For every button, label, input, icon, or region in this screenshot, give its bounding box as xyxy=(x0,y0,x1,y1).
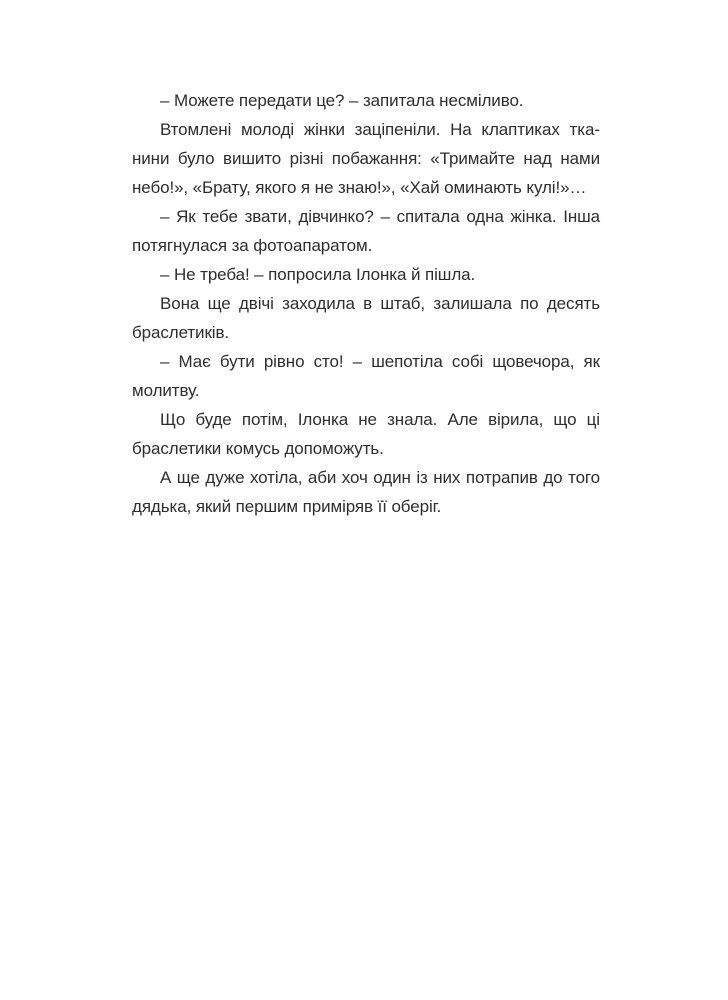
body-text xyxy=(132,86,600,521)
paragraph: Вона ще двічі заходила в штаб, залишала по десять браслетиків. xyxy=(132,294,600,342)
paragraph: Втомлені молоді жінки заціпеніли. На клаптиках тканини було вишито різні побажання: «Тримайте над нами небо!», «Брату, якого я не знаю!», «Хай оминають кулі!»… xyxy=(132,120,600,197)
paragraph: Що буде потім, Ілонка не знала. Але вірила, що ці браслетики комусь допоможуть. xyxy=(132,410,600,458)
paragraph: А ще дуже хотіла, аби хоч один із них потрапив до того дядька, який першим приміряв її оберіг. xyxy=(132,468,600,516)
paragraph: – Як тебе звати, дівчинко? – спитала одна жінка. Інша потягнулася за фотоапаратом. xyxy=(132,207,600,255)
paragraph: – Не треба! – попросила Ілонка й пішла. xyxy=(160,265,476,284)
paragraph: – Має бути рівно сто! – шепотіла собі щовечора, як молитву. xyxy=(132,352,600,400)
paragraph: – Можете передати це? – запитала несміливо. xyxy=(160,91,524,110)
